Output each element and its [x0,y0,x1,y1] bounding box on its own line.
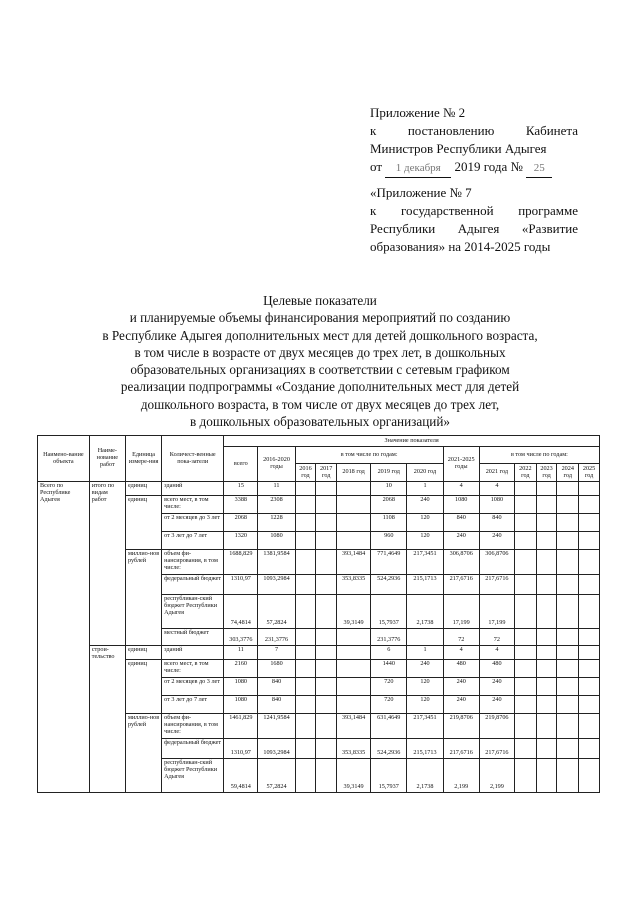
value-cell: 1461,829 [224,714,258,739]
indicator-cell: федеральный бюджет [162,739,224,759]
value-cell [579,550,600,575]
value-cell: 74,4814 [224,595,258,629]
value-cell [536,646,557,660]
indicator-cell: от 3 лет до 7 лет [162,696,224,714]
value-cell: 2308 [258,496,295,514]
value-cell [536,482,557,496]
value-cell: 10 [371,482,407,496]
value-cell [536,575,557,595]
value-cell [536,514,557,532]
header-year: 2020 год [407,464,443,482]
value-cell [295,696,316,714]
value-cell: 2,1738 [407,759,443,793]
value-cell [557,595,579,629]
value-cell [316,739,337,759]
works-cell: итого по видам работ [89,482,125,646]
value-cell: 59,4814 [224,759,258,793]
title-line: реализации подпрограммы «Создание дополнительных мест для детей [120,379,520,395]
value-cell [316,678,337,696]
value-cell [295,496,316,514]
date-suffix: 2019 года № [454,159,523,174]
value-cell: 219,8706 [443,714,479,739]
value-cell: 303,3776 [224,629,258,646]
value-cell: 240 [479,532,514,550]
value-cell [557,714,579,739]
value-cell: 1440 [371,660,407,678]
appendix7-header [370,184,578,256]
value-cell: 4 [479,482,514,496]
value-cell: 231,3776 [371,629,407,646]
value-cell [316,496,337,514]
value-cell [337,532,371,550]
value-cell: 15 [224,482,258,496]
value-cell: 1080 [258,532,295,550]
value-cell [514,714,536,739]
value-cell: 217,3451 [407,550,443,575]
value-cell [337,696,371,714]
value-cell: 217,6716 [479,575,514,595]
value-cell [536,678,557,696]
value-cell: 840 [258,678,295,696]
indicator-cell: всего мест, в том числе: [162,660,224,678]
value-cell [316,759,337,793]
header-incl-years-2: в том числе по годам: [479,447,599,464]
value-cell [337,514,371,532]
value-cell [514,496,536,514]
value-cell: 1680 [258,660,295,678]
value-cell: 4 [443,646,479,660]
value-cell: 1228 [258,514,295,532]
value-cell [337,660,371,678]
indicator-cell: федеральный бюджет [162,575,224,595]
value-cell [316,514,337,532]
value-cell: 39,3149 [337,595,371,629]
value-cell [295,739,316,759]
value-cell: 6 [371,646,407,660]
header-year: 2021 год [479,464,514,482]
value-cell [557,496,579,514]
value-cell: 217,6716 [443,739,479,759]
value-cell: 120 [407,532,443,550]
unit-cell: единиц [125,482,161,496]
value-cell [295,759,316,793]
value-cell [316,482,337,496]
indicator-cell: от 2 месяцев до 3 лет [162,678,224,696]
value-cell: 120 [407,514,443,532]
value-cell: 240 [407,496,443,514]
value-cell [295,629,316,646]
value-cell: 1080 [443,496,479,514]
value-cell [536,714,557,739]
value-cell: 1093,2984 [258,575,295,595]
table-row [38,646,600,660]
value-cell: 39,3149 [337,759,371,793]
value-cell: 524,2936 [371,575,407,595]
indicator-cell: зданий [162,646,224,660]
value-cell: 480 [443,660,479,678]
value-cell [514,550,536,575]
value-cell [557,759,579,793]
value-cell [536,759,557,793]
value-cell [295,595,316,629]
value-cell: 2,199 [443,759,479,793]
value-cell: 240 [479,696,514,714]
value-cell [579,482,600,496]
value-cell: 2068 [371,496,407,514]
value-cell [295,678,316,696]
header-object: Наимено-вание объекта [38,436,90,482]
value-cell [514,660,536,678]
value-cell: 120 [407,696,443,714]
value-cell [337,646,371,660]
value-cell [316,575,337,595]
appendix7-line-3: Республики Адыгея «Развитие [370,221,578,236]
header-year: 2022 год [514,464,536,482]
value-cell: 1080 [479,496,514,514]
value-cell: 840 [258,696,295,714]
value-cell [536,550,557,575]
value-cell: 771,4649 [371,550,407,575]
value-cell: 57,2824 [258,595,295,629]
value-cell: 219,8706 [479,714,514,739]
value-cell: 3388 [224,496,258,514]
value-cell: 57,2824 [258,759,295,793]
header-incl-years-1: в том числе по годам: [295,447,443,464]
value-cell [579,532,600,550]
value-cell: 1310,97 [224,739,258,759]
value-cell [514,646,536,660]
value-cell [557,646,579,660]
value-cell: 2068 [224,514,258,532]
value-cell: 15,7937 [371,759,407,793]
value-cell [557,678,579,696]
appendix7-line-2: к государственной программе [370,203,578,218]
value-cell [337,629,371,646]
value-cell: 72 [443,629,479,646]
value-cell [579,575,600,595]
value-cell: 4 [479,646,514,660]
value-cell: 1108 [371,514,407,532]
value-cell [557,660,579,678]
value-cell [579,678,600,696]
value-cell: 215,1713 [407,739,443,759]
value-cell [579,595,600,629]
document-title [60,292,580,430]
value-cell [316,550,337,575]
value-cell [514,696,536,714]
value-cell [557,482,579,496]
value-cell [514,532,536,550]
value-cell [316,532,337,550]
header-works: Наиме-нование работ [89,436,125,482]
value-cell [316,714,337,739]
header-row-1 [38,436,600,447]
value-cell [316,696,337,714]
value-cell [514,629,536,646]
value-cell: 2,1738 [407,595,443,629]
value-cell [579,759,600,793]
title-line: в Республике Адыгея дополнительных мест для детей дошкольного возраста, [102,327,538,343]
value-cell: 17,199 [443,595,479,629]
table-row [38,482,600,496]
appendix7-title: «Приложение № 7 [370,185,472,200]
works-cell: строи-тельство [89,646,125,793]
value-cell: 4 [443,482,479,496]
value-cell: 1080 [224,696,258,714]
value-cell: 1310,97 [224,575,258,595]
value-cell: 240 [443,532,479,550]
value-cell: 393,1484 [337,550,371,575]
header-indicators: Количест-венные пока-затели [162,436,224,482]
value-cell [337,496,371,514]
indicator-cell: местный бюджет [162,629,224,646]
value-cell [579,696,600,714]
value-cell [316,595,337,629]
header-year: 2018 год [337,464,371,482]
value-cell [536,532,557,550]
appendix-line-3: Министров Республики Адыгея [370,141,547,156]
header-total: всего [224,447,258,482]
value-cell: 7 [258,646,295,660]
value-cell: 840 [479,514,514,532]
value-cell [295,550,316,575]
value-cell: 72 [479,629,514,646]
value-cell: 120 [407,678,443,696]
value-cell [579,714,600,739]
value-cell: 1688,829 [224,550,258,575]
value-cell [295,482,316,496]
value-cell [295,646,316,660]
value-cell [579,660,600,678]
value-cell [514,595,536,629]
value-cell: 240 [407,660,443,678]
unit-cell: единиц [125,660,161,714]
value-cell [579,739,600,759]
value-cell [557,532,579,550]
header-2021-2025: 2021-2025 годы [443,447,479,482]
value-cell: 353,8335 [337,739,371,759]
indicator-cell: от 3 лет до 7 лет [162,532,224,550]
value-cell: 240 [479,678,514,696]
indicator-cell: объем фи-нансирования, в том числе: [162,714,224,739]
indicator-cell: республикан-ский бюджет Республики Адыгея [162,595,224,629]
header-year: 2025 год [579,464,600,482]
value-cell [514,575,536,595]
value-cell: 1381,9584 [258,550,295,575]
value-cell: 2160 [224,660,258,678]
value-cell: 393,1484 [337,714,371,739]
appendix-dateline [370,158,578,178]
header-year: 2024 год [557,464,579,482]
value-cell: 217,3451 [407,714,443,739]
appendix-title: Приложение № 2 [370,105,466,120]
doc-number: 25 [526,159,552,178]
unit-cell: единиц [125,646,161,660]
value-cell [536,696,557,714]
date-prefix: от [370,159,383,174]
indicator-cell: объем фи-нансирования, в том числе: [162,550,224,575]
unit-cell: миллио-нов рублей [125,714,161,793]
value-cell [557,550,579,575]
value-cell: 840 [443,514,479,532]
value-cell [579,646,600,660]
value-cell: 1241,9584 [258,714,295,739]
value-cell: 524,2936 [371,739,407,759]
value-cell: 17,199 [479,595,514,629]
value-cell [407,629,443,646]
value-cell [337,482,371,496]
value-cell [536,496,557,514]
object-cell: Всего по Республике Адыгея [38,482,90,793]
indicator-cell: от 2 месяцев до 3 лет [162,514,224,532]
header-value: Значение показателя [224,436,600,447]
title-line: в том числе в возрасте от двух месяцев до трех лет, в дошкольных [134,344,506,360]
value-cell [295,514,316,532]
value-cell [316,660,337,678]
value-cell: 1320 [224,532,258,550]
header-unit: Единица измере-ния [125,436,161,482]
value-cell: 2,199 [479,759,514,793]
value-cell: 11 [224,646,258,660]
header-2016-2020: 2016-2020 годы [258,447,295,482]
value-cell [514,759,536,793]
value-cell [557,739,579,759]
value-cell [337,678,371,696]
indicator-cell: республикан-ский бюджет Республики Адыгея [162,759,224,793]
title-line: Целевые показатели [263,293,377,308]
value-cell: 720 [371,696,407,714]
value-cell [579,629,600,646]
value-cell: 1080 [224,678,258,696]
header-year: 2023 год [536,464,557,482]
value-cell: 240 [443,678,479,696]
value-cell [295,660,316,678]
title-line: образовательных организациях в соответствии с сетевым графиком [130,362,510,378]
header-year: 2019 год [371,464,407,482]
value-cell [295,714,316,739]
appendix-line-2: к постановлению Кабинета [370,123,578,138]
value-cell [536,629,557,646]
value-cell [557,629,579,646]
header-year: 2017 год [316,464,337,482]
title-line: в дошкольных образовательных организаций» [190,414,450,430]
value-cell [536,595,557,629]
value-cell: 1093,2984 [258,739,295,759]
value-cell [579,496,600,514]
value-cell: 306,8706 [443,550,479,575]
value-cell: 240 [443,696,479,714]
value-cell: 15,7937 [371,595,407,629]
value-cell [536,660,557,678]
unit-cell: миллио-нов рублей [125,550,161,646]
value-cell: 217,6716 [479,739,514,759]
indicators-table [37,435,600,793]
value-cell [295,532,316,550]
value-cell [514,739,536,759]
value-cell: 231,3776 [258,629,295,646]
value-cell: 306,8706 [479,550,514,575]
value-cell [579,514,600,532]
value-cell: 480 [479,660,514,678]
value-cell [514,482,536,496]
value-cell: 1 [407,482,443,496]
unit-cell: единиц [125,496,161,550]
value-cell: 353,8335 [337,575,371,595]
appendix7-line-4: образования» на 2014-2025 годы [370,239,551,254]
value-cell: 720 [371,678,407,696]
appendix-header [370,104,578,178]
value-cell [316,629,337,646]
value-cell [557,514,579,532]
value-cell [557,696,579,714]
date-day: 1 декабря [385,159,451,178]
value-cell [295,575,316,595]
value-cell [514,678,536,696]
header-year: 2016 год [295,464,316,482]
value-cell: 215,1713 [407,575,443,595]
value-cell [316,646,337,660]
title-line: дошкольного возраста, в том числе от двух месяцев до трех лет, [140,396,500,412]
title-line: и планируемые объемы финансирования мероприятий по созданию [129,310,511,326]
value-cell [536,739,557,759]
value-cell: 11 [258,482,295,496]
value-cell: 960 [371,532,407,550]
value-cell: 217,6716 [443,575,479,595]
value-cell [514,514,536,532]
value-cell: 1 [407,646,443,660]
indicator-cell: зданий [162,482,224,496]
indicator-cell: всего мест, в том числе: [162,496,224,514]
value-cell [557,575,579,595]
value-cell: 631,4649 [371,714,407,739]
